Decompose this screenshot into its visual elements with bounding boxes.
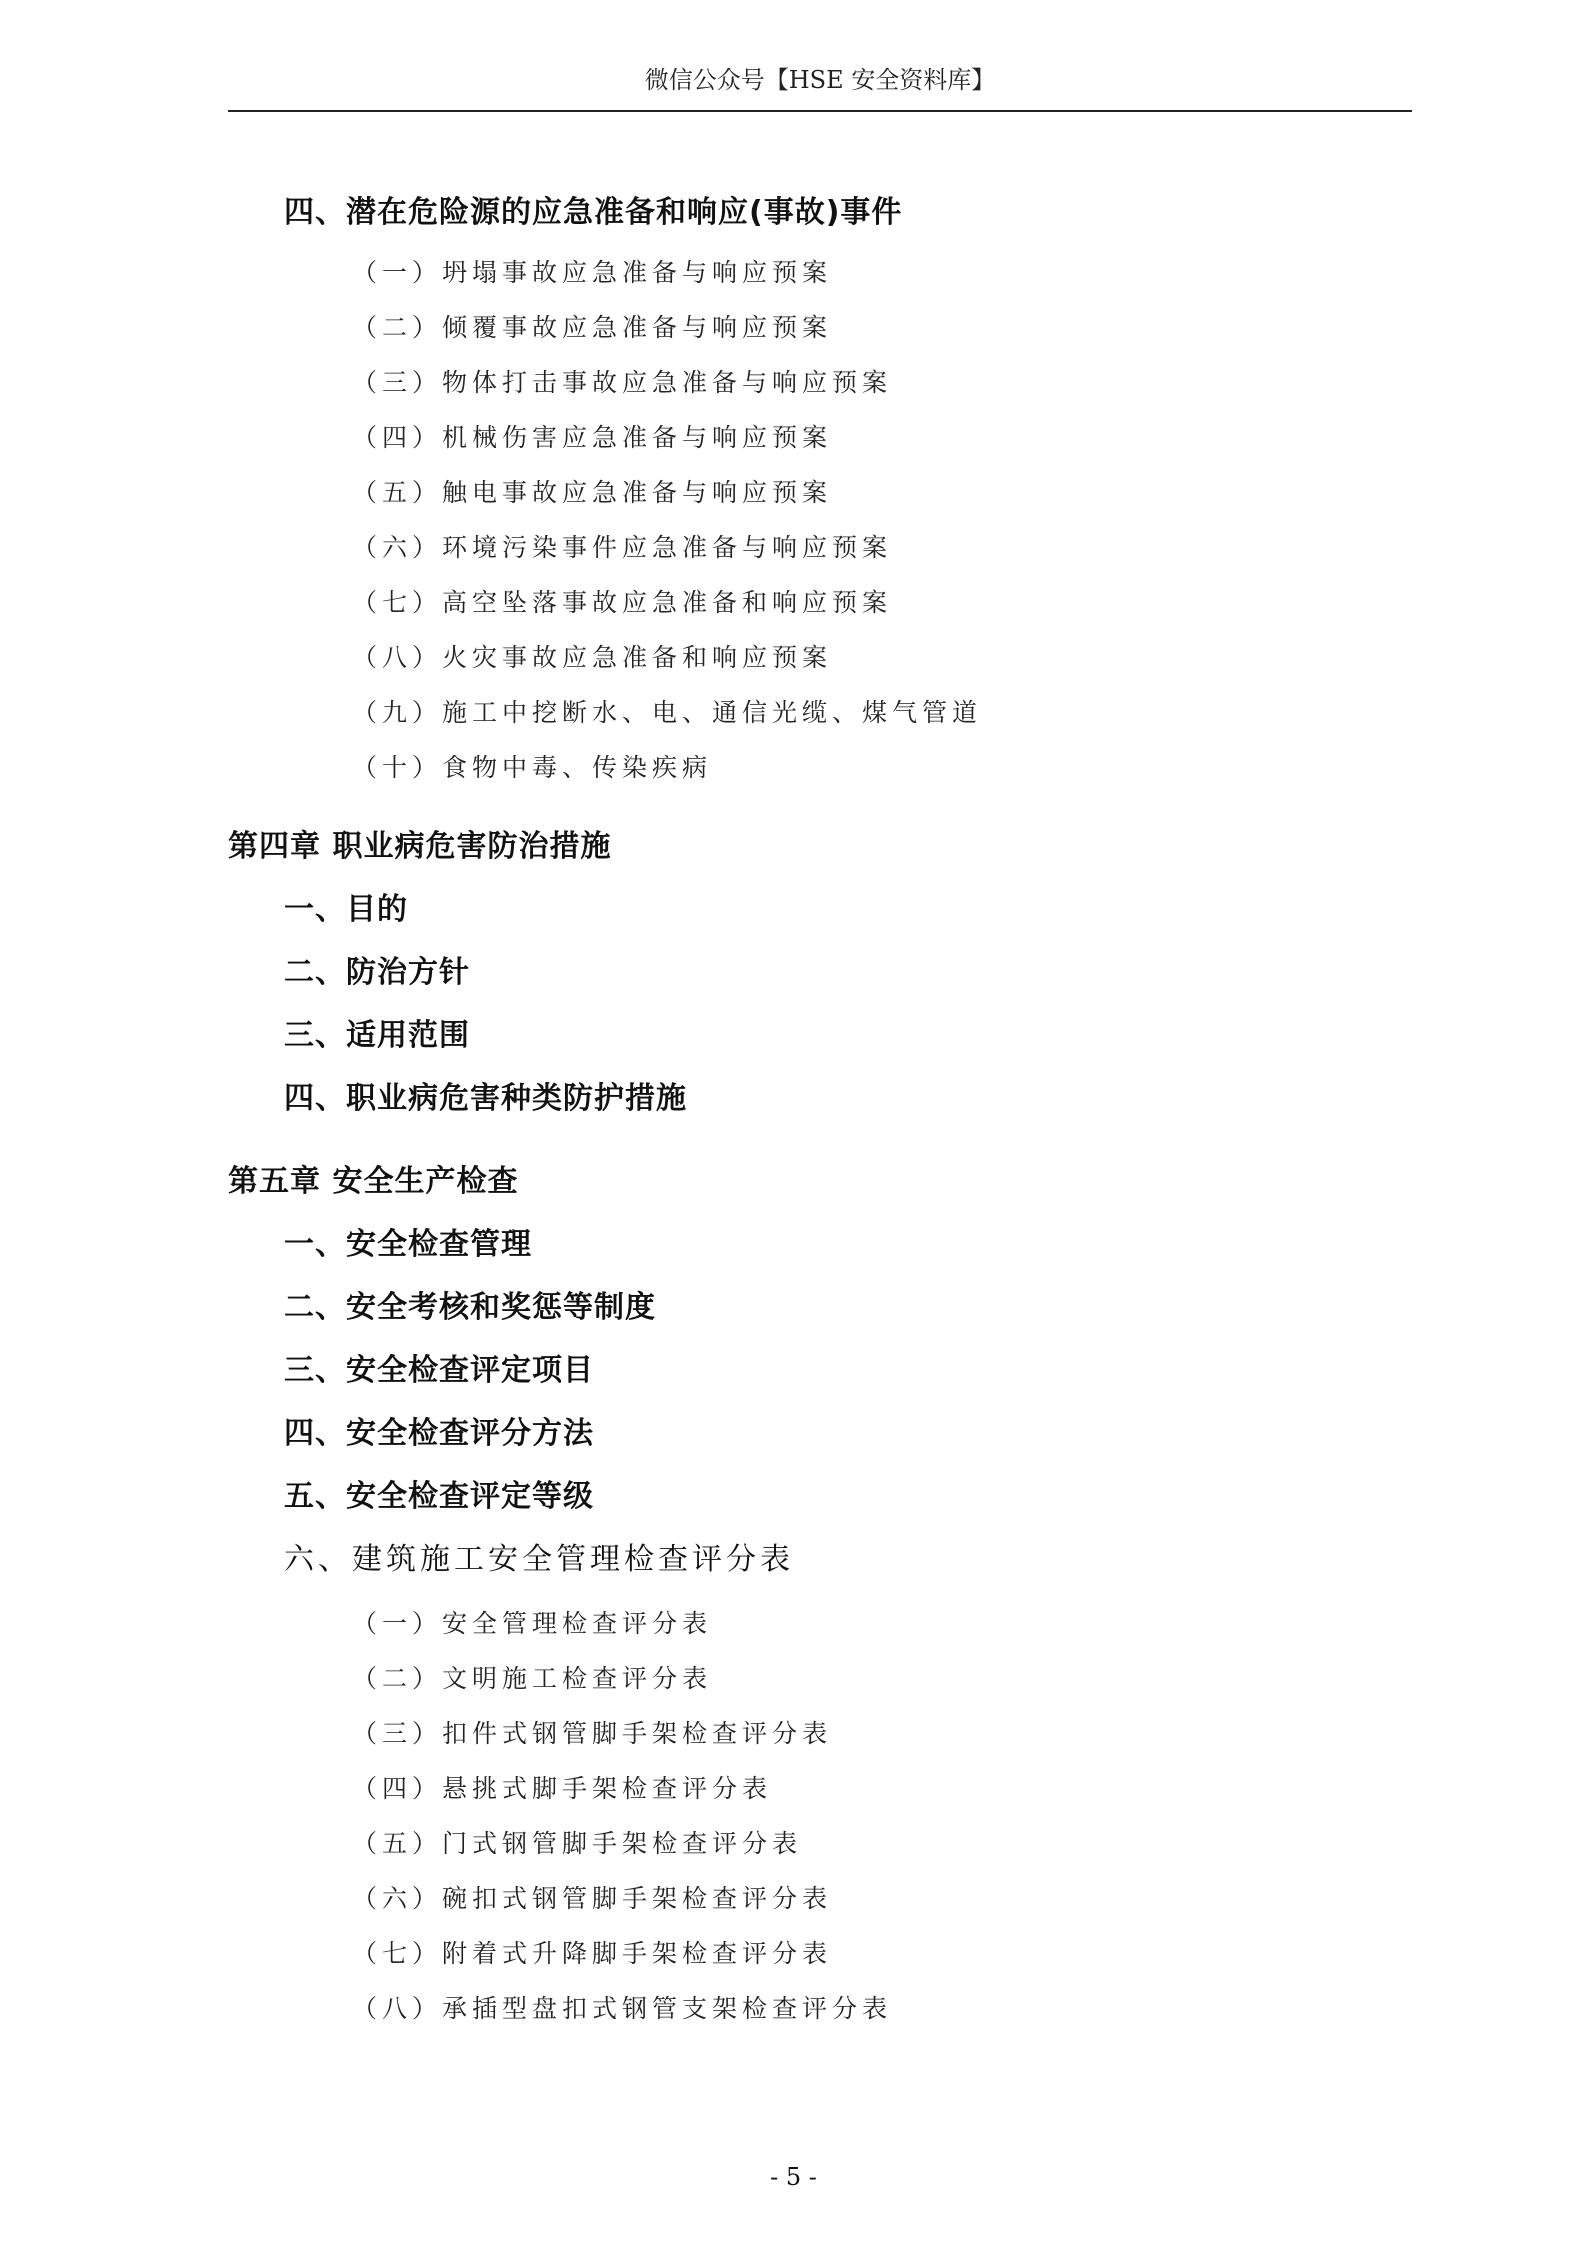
toc-item[interactable]: （十）食物中毒、传染疾病 [352, 753, 713, 782]
toc-section-score-tables[interactable]: 六、建筑施工安全管理检查评分表 [284, 1542, 794, 1577]
toc-item[interactable]: （三）物体打击事故应急准备与响应预案 [352, 368, 893, 397]
toc-item[interactable]: （五）触电事故应急准备与响应预案 [352, 478, 833, 507]
toc-section[interactable]: 三、安全检查评定项目 [284, 1353, 594, 1388]
toc-chapter-4[interactable]: 第四章 职业病危害防治措施 [228, 829, 612, 864]
toc-item[interactable]: （六）碗扣式钢管脚手架检查评分表 [352, 1884, 833, 1913]
toc-chapter-5[interactable]: 第五章 安全生产检查 [228, 1164, 519, 1199]
toc-item[interactable]: （二）倾覆事故应急准备与响应预案 [352, 313, 833, 342]
toc-section-hazard-emergency[interactable]: 四、潜在危险源的应急准备和响应(事故)事件 [284, 195, 903, 230]
toc-item[interactable]: （五）门式钢管脚手架检查评分表 [352, 1829, 803, 1858]
page-header [228, 66, 1412, 112]
toc-item[interactable]: （三）扣件式钢管脚手架检查评分表 [352, 1719, 833, 1748]
toc-section[interactable]: 一、目的 [284, 892, 408, 927]
toc-item[interactable]: （四）机械伤害应急准备与响应预案 [352, 423, 833, 452]
toc-item[interactable]: （九）施工中挖断水、电、通信光缆、煤气管道 [352, 698, 983, 727]
toc-item[interactable]: （七）高空坠落事故应急准备和响应预案 [352, 588, 893, 617]
toc-section[interactable]: 四、安全检查评分方法 [284, 1416, 594, 1451]
toc-section[interactable]: 二、安全考核和奖惩等制度 [284, 1290, 656, 1325]
toc-item[interactable]: （六）环境污染事件应急准备与响应预案 [352, 533, 893, 562]
toc-section[interactable]: 三、适用范围 [284, 1018, 470, 1053]
toc-item[interactable]: （二）文明施工检查评分表 [352, 1664, 713, 1693]
page-number: - 5 - [770, 2163, 817, 2191]
toc-section[interactable]: 一、安全检查管理 [284, 1227, 532, 1262]
header-title: 微信公众号【HSE 安全资料库】 [644, 66, 996, 94]
toc-item[interactable]: （八）承插型盘扣式钢管支架检查评分表 [352, 1994, 893, 2023]
toc-item[interactable]: （七）附着式升降脚手架检查评分表 [352, 1939, 833, 1968]
toc-item[interactable]: （四）悬挑式脚手架检查评分表 [352, 1774, 773, 1803]
toc-section[interactable]: 五、安全检查评定等级 [284, 1479, 594, 1514]
toc-item[interactable]: （一）安全管理检查评分表 [352, 1609, 713, 1638]
toc-item[interactable]: （一）坍塌事故应急准备与响应预案 [352, 258, 833, 287]
toc-item[interactable]: （八）火灾事故应急准备和响应预案 [352, 643, 833, 672]
toc-section[interactable]: 四、职业病危害种类防护措施 [284, 1081, 687, 1116]
toc-section[interactable]: 二、防治方针 [284, 955, 470, 990]
